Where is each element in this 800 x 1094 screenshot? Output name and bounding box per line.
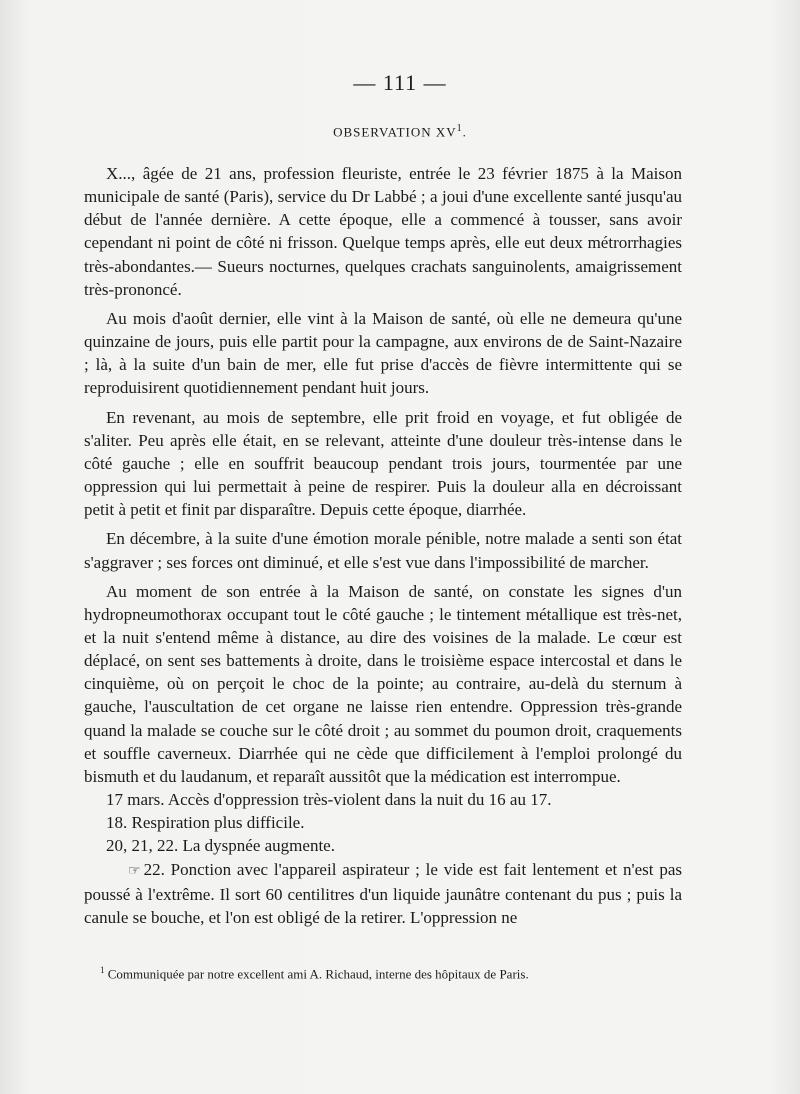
- body-text: [84, 162, 682, 929]
- diary-entry: 20, 21, 22. La dyspnée augmente.: [106, 836, 335, 856]
- footnote-text: Communiquée par notre excellent ami A. Richaud, interne des hôpitaux de Paris.: [107, 966, 529, 982]
- pointing-hand-icon: ☞: [128, 863, 141, 879]
- paragraph: Au mois d'août dernier, elle vint à la Maison de santé, où elle ne demeura qu'une quinzaine de jours, puis elle partit pour la campagne, aux environs de de Saint-Nazaire ; là, à la suite d'un bain de mer, elle fut prise d'accès de fièvre intermittente qui se reproduisirent quotidiennement pendant huit jours.: [84, 308, 682, 398]
- paragraph: En revenant, au mois de septembre, elle prit froid en voyage, et fut obligée de s'aliter. Peu après elle était, en se relevant, atteinte d'une douleur très-intense dans le côté gauche ; elle en souffrit beaucoup pendant trois jours, tourmentée par une oppression qui lui permettait à peine de respirer. Puis la douleur alla en décroissant petit à petit et finit par disparaître. Depuis cette époque, diarrhée.: [84, 407, 682, 520]
- observation-heading: OBSERVATION $XV^1$.: [333, 123, 467, 140]
- paragraph: X..., âgée de 21 ans, profession fleuriste, entrée le 23 février 1875 à la Maison municipale de santé (Paris), service du Dr Labbé ; a joui d'une excellente santé jusqu'au début de l'année dernière. A cette époque, elle a commencé à tousser, sans avoir cependant ni point de côté ni frisson. Quelque temps après, elle eut deux métrorrhagies très-abondantes.— Sueurs nocturnes, quelques crachats sanguinolents, amaigrissement très-prononcé.: [84, 164, 682, 299]
- diary-entry: 18. Respiration plus difficile.: [106, 813, 305, 833]
- heading-footnote-marker: 1: [456, 123, 463, 134]
- diary-entry: [84, 858, 682, 929]
- page-number: — 111 —: [353, 70, 447, 95]
- footnote-marker: 1: [100, 965, 105, 975]
- footnote: [100, 962, 700, 982]
- paragraph: Au moment de son entrée à la Maison de santé, on constate les signes d'un hydropneumothorax occupant tout le côté gauche ; le tintement métallique est très-net, et la nuit s'entend même à distance, au dire des voisines de la malade. Le cœur est déplacé, on sent ses battements à droite, dans le troisième espace intercostal et dans le cinquième, où on perçoit le choc de la pointe; au contraire, au-delà du sternum à gauche, l'auscultation de cet organe ne laisse rien entendre. Oppression très-grande quand la malade se couche sur le côté droit ; au sommet du poumon droit, craquements et souffle caverneux. Diarrhée qui ne cède que difficilement à l'emploi prolongé du bismuth et du laudanum, et reparaît aussitôt que la médication est interrompue.: [84, 581, 682, 786]
- diary-entry: 17 mars. Accès d'oppression très-violent dans la nuit du 16 au 17.: [106, 790, 552, 810]
- paragraph: En décembre, à la suite d'une émotion morale pénible, notre malade a senti son état s'aggraver ; ses forces ont diminué, et elle s'est vue dans l'impossibilité de marcher.: [84, 529, 682, 572]
- diary-entry-text: 22. Ponction avec l'appareil aspirateur ; le vide est fait lentement et n'est pas poussé à l'extrême. Il sort 60 centilitres d'un liquide jaunâtre contenant du pus ; puis la canule se bouche, et l'on est obligé de la retirer. L'oppression ne: [84, 859, 682, 927]
- heading-text: OBSERVATION XV: [333, 124, 457, 140]
